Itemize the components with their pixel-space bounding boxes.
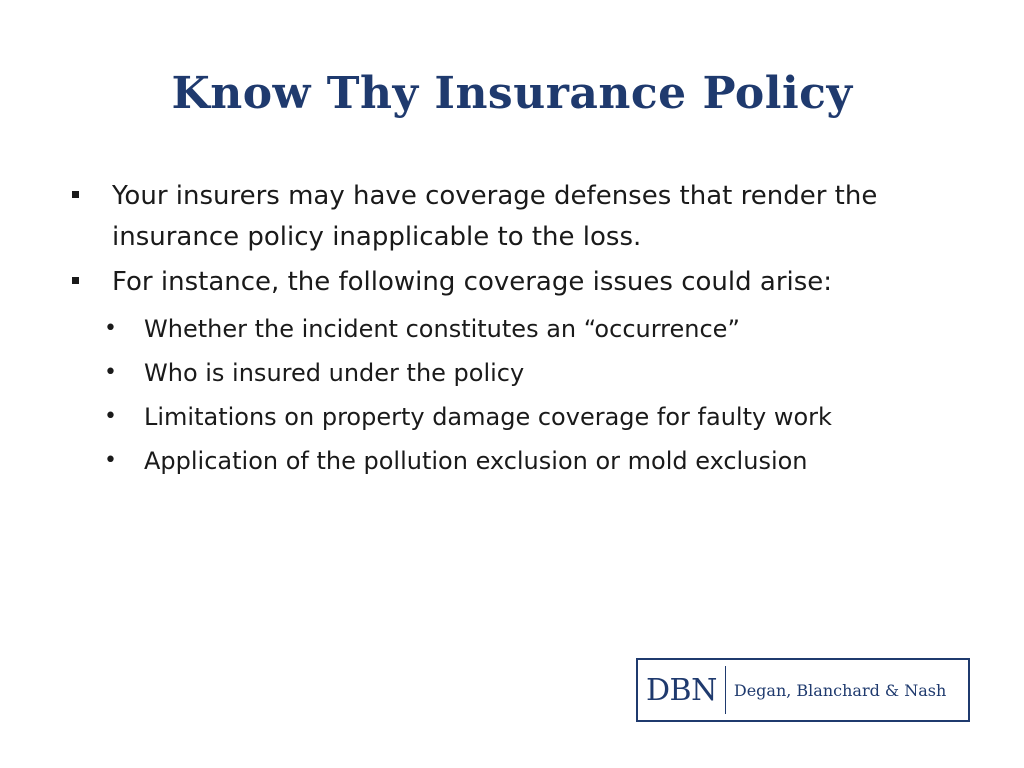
round-bullet-icon: • — [104, 316, 117, 341]
slide-title: Know Thy Insurance Policy — [171, 68, 853, 119]
round-bullet-icon: • — [104, 404, 117, 429]
sub-bullet-text: Limitations on property damage coverage for faulty work — [144, 403, 832, 431]
bullet-list — [70, 176, 970, 483]
sub-bullet-item — [70, 351, 970, 395]
bullet-text: Your insurers may have coverage defenses that render the insurance policy inapplicable to the loss. — [112, 181, 878, 252]
logo-mark: DBN — [646, 672, 717, 708]
firm-logo — [636, 658, 970, 722]
sub-bullet-item — [70, 395, 970, 439]
sub-bullet-item — [70, 439, 970, 483]
sub-bullet-text: Application of the pollution exclusion or mold exclusion — [144, 447, 808, 475]
round-bullet-icon: • — [104, 448, 117, 473]
logo-divider — [725, 666, 726, 714]
logo-firm-name: Degan, Blanchard & Nash — [733, 680, 947, 700]
sub-bullet-text: Whether the incident constitutes an “occurrence” — [144, 315, 740, 343]
sub-bullet-text: Who is insured under the policy — [144, 359, 525, 387]
round-bullet-icon: • — [104, 360, 117, 385]
square-bullet-icon — [72, 191, 79, 198]
bullet-item — [70, 176, 970, 258]
bullet-item — [70, 262, 970, 303]
sub-bullet-item — [70, 307, 970, 351]
bullet-text: For instance, the following coverage issues could arise: — [112, 267, 833, 297]
square-bullet-icon — [72, 277, 79, 284]
